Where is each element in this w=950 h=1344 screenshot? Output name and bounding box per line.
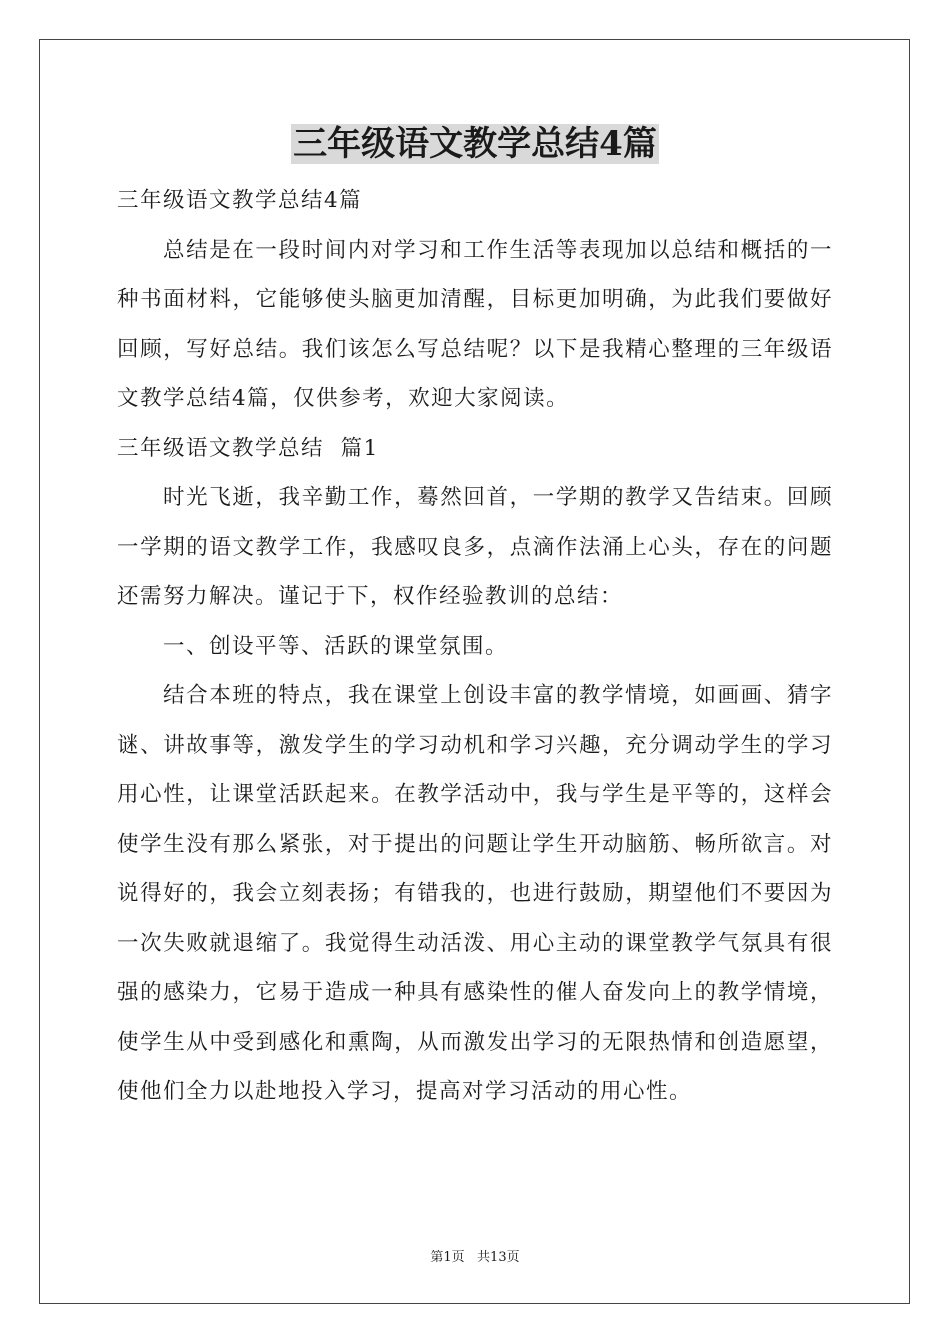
page-footer (0, 1246, 950, 1265)
section-paragraph-1: 时光飞逝，我辛勤工作，蓦然回首，一学期的教学又告结束。回顾一学期的语文教学工作，我感叹良多，点滴作法涌上心头，存在的问题还需努力解决。谨记于下，权作经验教训的总结： (117, 485, 833, 609)
section-paragraph-2: 一、创设平等、活跃的课堂氛围。 (163, 633, 509, 659)
document-title-text: 三年级语文教学总结4篇 (293, 124, 657, 164)
document-body (117, 176, 833, 1117)
section-paragraph-3: 结合本班的特点，我在课堂上创设丰富的教学情境，如画画、猜字谜、讲故事等，激发学生的学习动机和学习兴趣，充分调动学生的学习用心性，让课堂活跃起来。在教学活动中，我与学生是平等的，这样会使学生没有那么紧张，对于提出的问题让学生开动脑筋、畅所欲言。对说得好的，我会立刻表扬；有错我的，也进行鼓励，期望他们不要因为一次失败就退缩了。我觉得生动活泼、用心主动的课堂教学气氛具有很强的感染力，它易于造成一种具有感染性的催人奋发向上的教学情境，使学生从中受到感化和熏陶，从而激发出学习的无限热情和创造愿望，使他们全力以赴地投入学习，提高对学习活动的用心性。 (117, 683, 833, 1104)
document-title (0, 124, 950, 164)
intro-paragraph: 总结是在一段时间内对学习和工作生活等表现加以总结和概括的一种书面材料，它能够使头脑更加清醒，目标更加明确，为此我们要做好回顾，写好总结。我们该怎么写总结呢？以下是我精心整理的三年级语文教学总结4篇，仅供参考，欢迎大家阅读。 (117, 237, 833, 411)
page-number-label: 第1页 共13页 (430, 1250, 520, 1265)
section-heading: 三年级语文教学总结 篇1 (117, 435, 379, 461)
document-subtitle: 三年级语文教学总结4篇 (117, 188, 363, 213)
